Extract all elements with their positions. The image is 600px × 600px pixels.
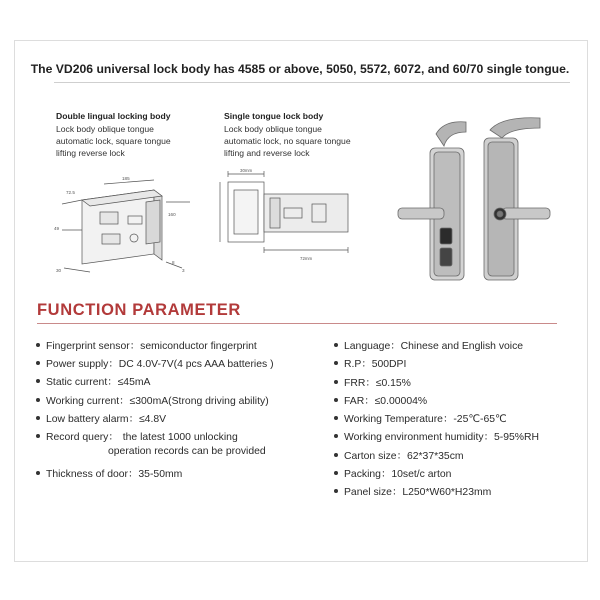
- double-lock-line-3: lifting reverse lock: [56, 148, 125, 158]
- bullet: [36, 379, 40, 383]
- single-dim-label-2: 72mm: [300, 256, 313, 261]
- single-lock-body-diagram: [214, 168, 364, 268]
- dim-label-4: 49: [54, 226, 60, 231]
- double-lock-line-1: Lock body oblique tongue: [56, 124, 154, 134]
- param-right-8: Panel size：L250*W60*H23mm: [334, 483, 491, 498]
- dim-label-5: 30: [56, 268, 62, 273]
- bullet: [334, 398, 338, 402]
- param-left-5: Record query： the latest 1000 unlocking: [36, 428, 238, 443]
- param-left-3: Working current：≤300mA(Strong driving ability): [36, 392, 269, 407]
- section-title: FUNCTION PARAMETER: [37, 301, 241, 319]
- section-rule: [37, 323, 557, 324]
- param-left-4: Low battery alarm：≤4.8V: [36, 410, 166, 425]
- bullet: [334, 361, 338, 365]
- bullet: [334, 471, 338, 475]
- param-right-0: Language：Chinese and English voice: [334, 337, 523, 352]
- double-lock-title: Double lingual locking body: [56, 111, 171, 121]
- double-lock-line-2: automatic lock, square tongue: [56, 136, 171, 146]
- param-left-1: Power supply：DC 4.0V-7V(4 pcs AAA batteries ): [36, 355, 274, 370]
- param-left-2: Static current：≤45mA: [36, 373, 150, 388]
- dim-label-3: 160: [168, 212, 176, 217]
- smart-lock-handles-image: [384, 108, 564, 288]
- headline: The VD206 universal lock body has 4585 or above, 5050, 5572, 6072, and 60/70 single tongue.: [30, 62, 570, 76]
- param-right-2: FRR：≤0.15%: [334, 374, 411, 389]
- param-left-0: Fingerprint sensor：semiconductor fingerprint: [36, 337, 257, 352]
- bullet: [36, 398, 40, 402]
- bullet: [334, 343, 338, 347]
- bullet: [334, 416, 338, 420]
- dim-label-1: 72.5: [66, 190, 75, 195]
- double-lock-body-diagram: [42, 172, 202, 284]
- bullet: [334, 434, 338, 438]
- bullet: [334, 453, 338, 457]
- param-right-7: Packing：10set/c arton: [334, 465, 451, 480]
- single-lock-line-1: Lock body oblique tongue: [224, 124, 322, 134]
- param-left-7: Thickness of door：35-50mm: [36, 465, 182, 480]
- param-left-6: operation records can be provided: [108, 446, 266, 457]
- bullet: [36, 361, 40, 365]
- param-right-6: Carton size：62*37*35cm: [334, 447, 464, 462]
- dim-label-6: 8: [172, 260, 175, 265]
- dim-label-7: 3: [182, 268, 185, 273]
- param-right-5: Working environment humidity：5-95%RH: [334, 428, 539, 443]
- bullet: [36, 434, 40, 438]
- headline-rule: [54, 82, 570, 83]
- bullet: [334, 380, 338, 384]
- param-right-1: R.P：500DPI: [334, 355, 406, 370]
- bullet: [36, 416, 40, 420]
- single-lock-title: Single tongue lock body: [224, 111, 324, 121]
- param-right-3: FAR：≤0.00004%: [334, 392, 427, 407]
- dim-label-2: 185: [122, 176, 130, 181]
- bullet: [36, 471, 40, 475]
- single-lock-line-2: automatic lock, no square tongue: [224, 136, 351, 146]
- single-lock-line-3: lifting and reverse lock: [224, 148, 310, 158]
- single-dim-label-1: 30mm: [240, 168, 253, 173]
- param-right-4: Working Temperature：-25℃-65℃: [334, 410, 507, 425]
- bullet: [36, 343, 40, 347]
- bullet: [334, 489, 338, 493]
